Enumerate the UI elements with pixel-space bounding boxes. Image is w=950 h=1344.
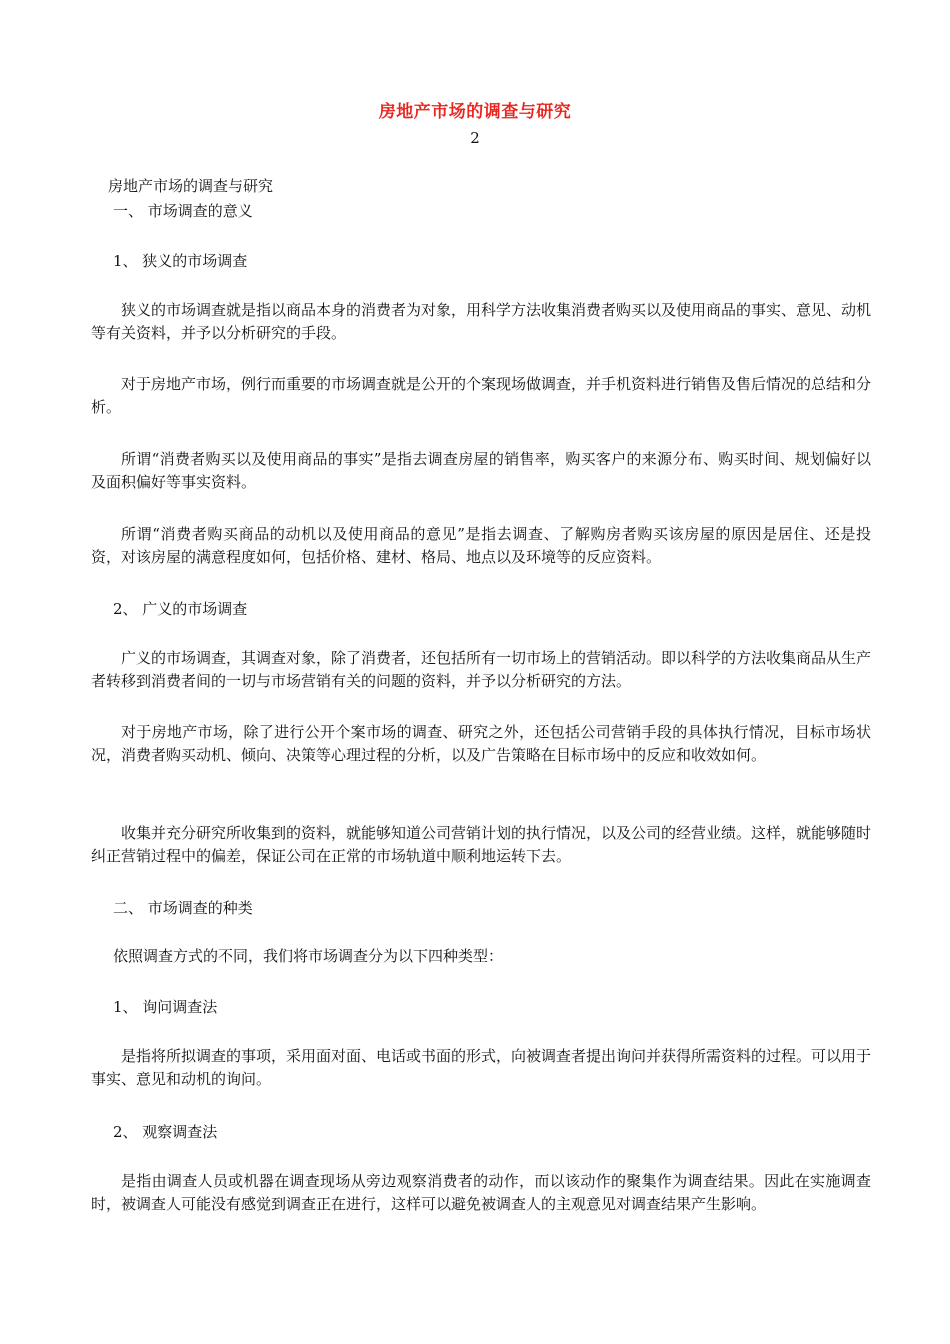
document-subtitle: 房地产市场的调查与研究 <box>108 177 274 195</box>
subsection-heading-broad: 2、 广义的市场调查 <box>113 600 248 618</box>
paragraph-narrow-definition: 狭义的市场调查就是指以商品本身的消费者为对象，用科学方法收集消费者购买以及使用商品的事实、意见、动机等有关资料，并予以分析研究的手段。 <box>91 301 872 342</box>
document-title: 房地产市场的调查与研究 <box>378 102 572 122</box>
paragraph-types-intro: 依照调查方式的不同，我们将市场调查分为以下四种类型： <box>113 947 504 965</box>
subsection-heading-inquiry: 1、 询问调查法 <box>113 998 218 1016</box>
paragraph-consumer-motives: 所谓“消费者购买商品的动机以及使用商品的意见”是指去调查、了解购房者购买该房屋的原因是居住、还是投资，对该房屋的满意程度如何，包括价格、建材、格局、地点以及环境等的反应资料。 <box>91 525 871 566</box>
paragraph-observation-method: 是指由调查人员或机器在调查现场从旁边观察消费者的动作，而以该动作的聚集作为调查结果。因此在实施调查时，被调查人可能没有感觉到调查正在进行，这样可以避免被调查人的主观意见对调查结果产生影响。 <box>91 1172 871 1213</box>
paragraph-broad-real-estate: 对于房地产市场，除了进行公开个案市场的调查、研究之外，还包括公司营销手段的具体执行情况，目标市场状况，消费者购买动机、倾向、决策等心理过程的分析，以及广告策略在目标市场中的反应和收效如何。 <box>91 723 871 764</box>
paragraph-real-estate-survey: 对于房地产市场，例行而重要的市场调查就是公开的个案现场做调查，并手机资料进行销售及售后情况的总结和分析。 <box>91 375 872 416</box>
section-heading-types: 二、 市场调查的种类 <box>113 899 253 917</box>
subsection-heading-observation: 2、 观察调查法 <box>113 1123 218 1141</box>
paragraph-research-benefit: 收集并充分研究所收集到的资料，就能够知道公司营销计划的执行情况，以及公司的经营业绩。这样，就能够随时纠正营销过程中的偏差，保证公司在正常的市场轨道中顺利地运转下去。 <box>91 824 872 865</box>
paragraph-broad-definition: 广义的市场调查，其调查对象，除了消费者，还包括所有一切市场上的营销活动。即以科学的方法收集商品从生产者转移到消费者间的一切与市场营销有关的问题的资料，并予以分析研究的方法。 <box>91 649 872 690</box>
paragraph-inquiry-method: 是指将所拟调查的事项，采用面对面、电话或书面的形式，向被调查者提出询问并获得所需资料的过程。可以用于事实、意见和动机的询问。 <box>91 1047 872 1088</box>
page-number: 2 <box>470 129 480 147</box>
paragraph-consumer-facts: 所谓“消费者购买以及使用商品的事实”是指去调查房屋的销售率，购买客户的来源分布、购买时间、规划偏好以及面积偏好等事实资料。 <box>91 450 871 491</box>
subsection-heading-narrow: 1、 狭义的市场调查 <box>113 252 248 270</box>
section-heading-significance: 一、 市场调查的意义 <box>113 202 253 220</box>
